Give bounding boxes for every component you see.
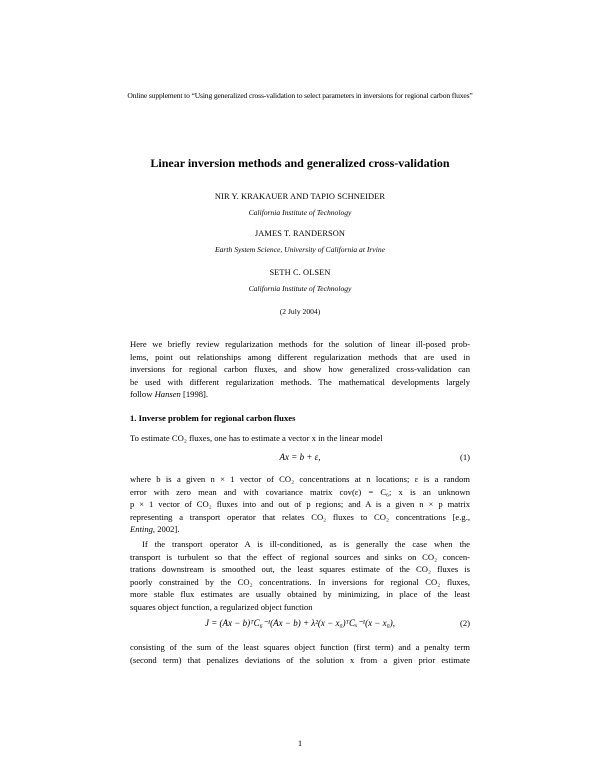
paragraph-line: transport is turbulent so that the effect of regional sources and sinks on CO₂ concen- [130, 551, 470, 562]
author-line-2: JAMES T. RANDERSON [254, 229, 346, 238]
equation-2-math: J = (Ax − b)ᵀC₆⁻¹(Ax − b) + λ²(x − x₀)ᵀCₓ⁻¹(x − x₀), [204, 618, 396, 628]
equation-2 [130, 618, 470, 632]
abstract-last-suffix: [1998]. [180, 389, 209, 400]
citation-author: Enting [130, 524, 153, 535]
abstract-line: inversions for regional carbon fluxes, and show how generalized cross-validation can [130, 364, 470, 375]
paragraph-line: error with zero mean and with covariance matrix cov(ε) = C₆; x is an unknown [130, 486, 470, 497]
paragraph-1 [130, 473, 470, 536]
paragraph-line: p × 1 vector of CO₂ fluxes into and out of p regions; and A is a given n × p matrix [130, 499, 470, 510]
paragraph-line: consisting of the sum of the least squares object function (first term) and a penalty term [130, 642, 470, 652]
paragraph-line-last [130, 523, 470, 536]
affiliation-1: California Institute of Technology [248, 208, 352, 217]
citation-suffix: , 2002]. [152, 524, 180, 535]
citation-author: Hansen [154, 389, 181, 400]
paragraph-line: where b is a given n × 1 vector of CO₂ concentrations at n locations; ε is a random [130, 474, 470, 484]
equation-1 [130, 452, 470, 466]
paper-date: (2 July 2004) [279, 307, 321, 316]
paragraph-line-last: squares object function, a regularized object function [130, 601, 313, 612]
paragraph-line: If the transport operator A is ill-conditioned, as is generally the case when the [142, 539, 470, 549]
abstract [130, 338, 470, 401]
abstract-last-prefix: follow [130, 389, 155, 400]
page-number: 1 [297, 738, 303, 748]
paragraph-line: poorly constrained by the CO₂ concentrations. In inversions for regional CO₂ fluxes, [130, 576, 470, 587]
affiliation-2: Earth System Science, University of California at Irvine [215, 245, 385, 254]
paper-title: Linear inversion methods and generalized cross-validation [150, 156, 450, 170]
author-line-3: SETH C. OLSEN [269, 268, 331, 277]
equation-1-math: Ax = b + ε, [279, 452, 321, 462]
section-intro: To estimate CO₂ fluxes, one has to estimate a vector x in the linear model [130, 433, 383, 443]
affiliation-3: California Institute of Technology [248, 284, 352, 293]
paragraph-line: representing a transport operator that relates CO₂ fluxes to CO₂ concentrations [e.g., [130, 511, 470, 522]
equation-1-number: (1) [459, 452, 470, 462]
paragraph-2 [130, 538, 470, 614]
equation-2-number: (2) [459, 618, 470, 628]
abstract-line: Here we briefly review regularization methods for the solution of linear ill-posed prob- [130, 339, 470, 349]
abstract-line: be used with different regularization methods. The mathematical developments largely [130, 376, 470, 387]
supplement-header: Online supplement to “Using generalized cross-validation to select parameters in inversions for regional carbon fluxes” [127, 91, 473, 100]
abstract-line: lems, point out relationships among different regularization methods that are used in [130, 351, 470, 362]
author-line-1: NIR Y. KRAKAUER AND TAPIO SCHNEIDER [214, 192, 386, 201]
paragraph-3 [130, 641, 470, 666]
section-heading: 1. Inverse problem for regional carbon fluxes [130, 413, 296, 423]
paragraph-line: trations downstream is smoothed out, the least squares estimate of the CO₂ fluxes is [130, 564, 470, 575]
paragraph-line: more stable flux estimates are usually obtained by minimizing, in place of the least [130, 589, 470, 600]
abstract-line-last [130, 388, 470, 401]
paragraph-line: (second term) that penalizes deviations of the solution x from a given prior estimate [130, 654, 470, 665]
